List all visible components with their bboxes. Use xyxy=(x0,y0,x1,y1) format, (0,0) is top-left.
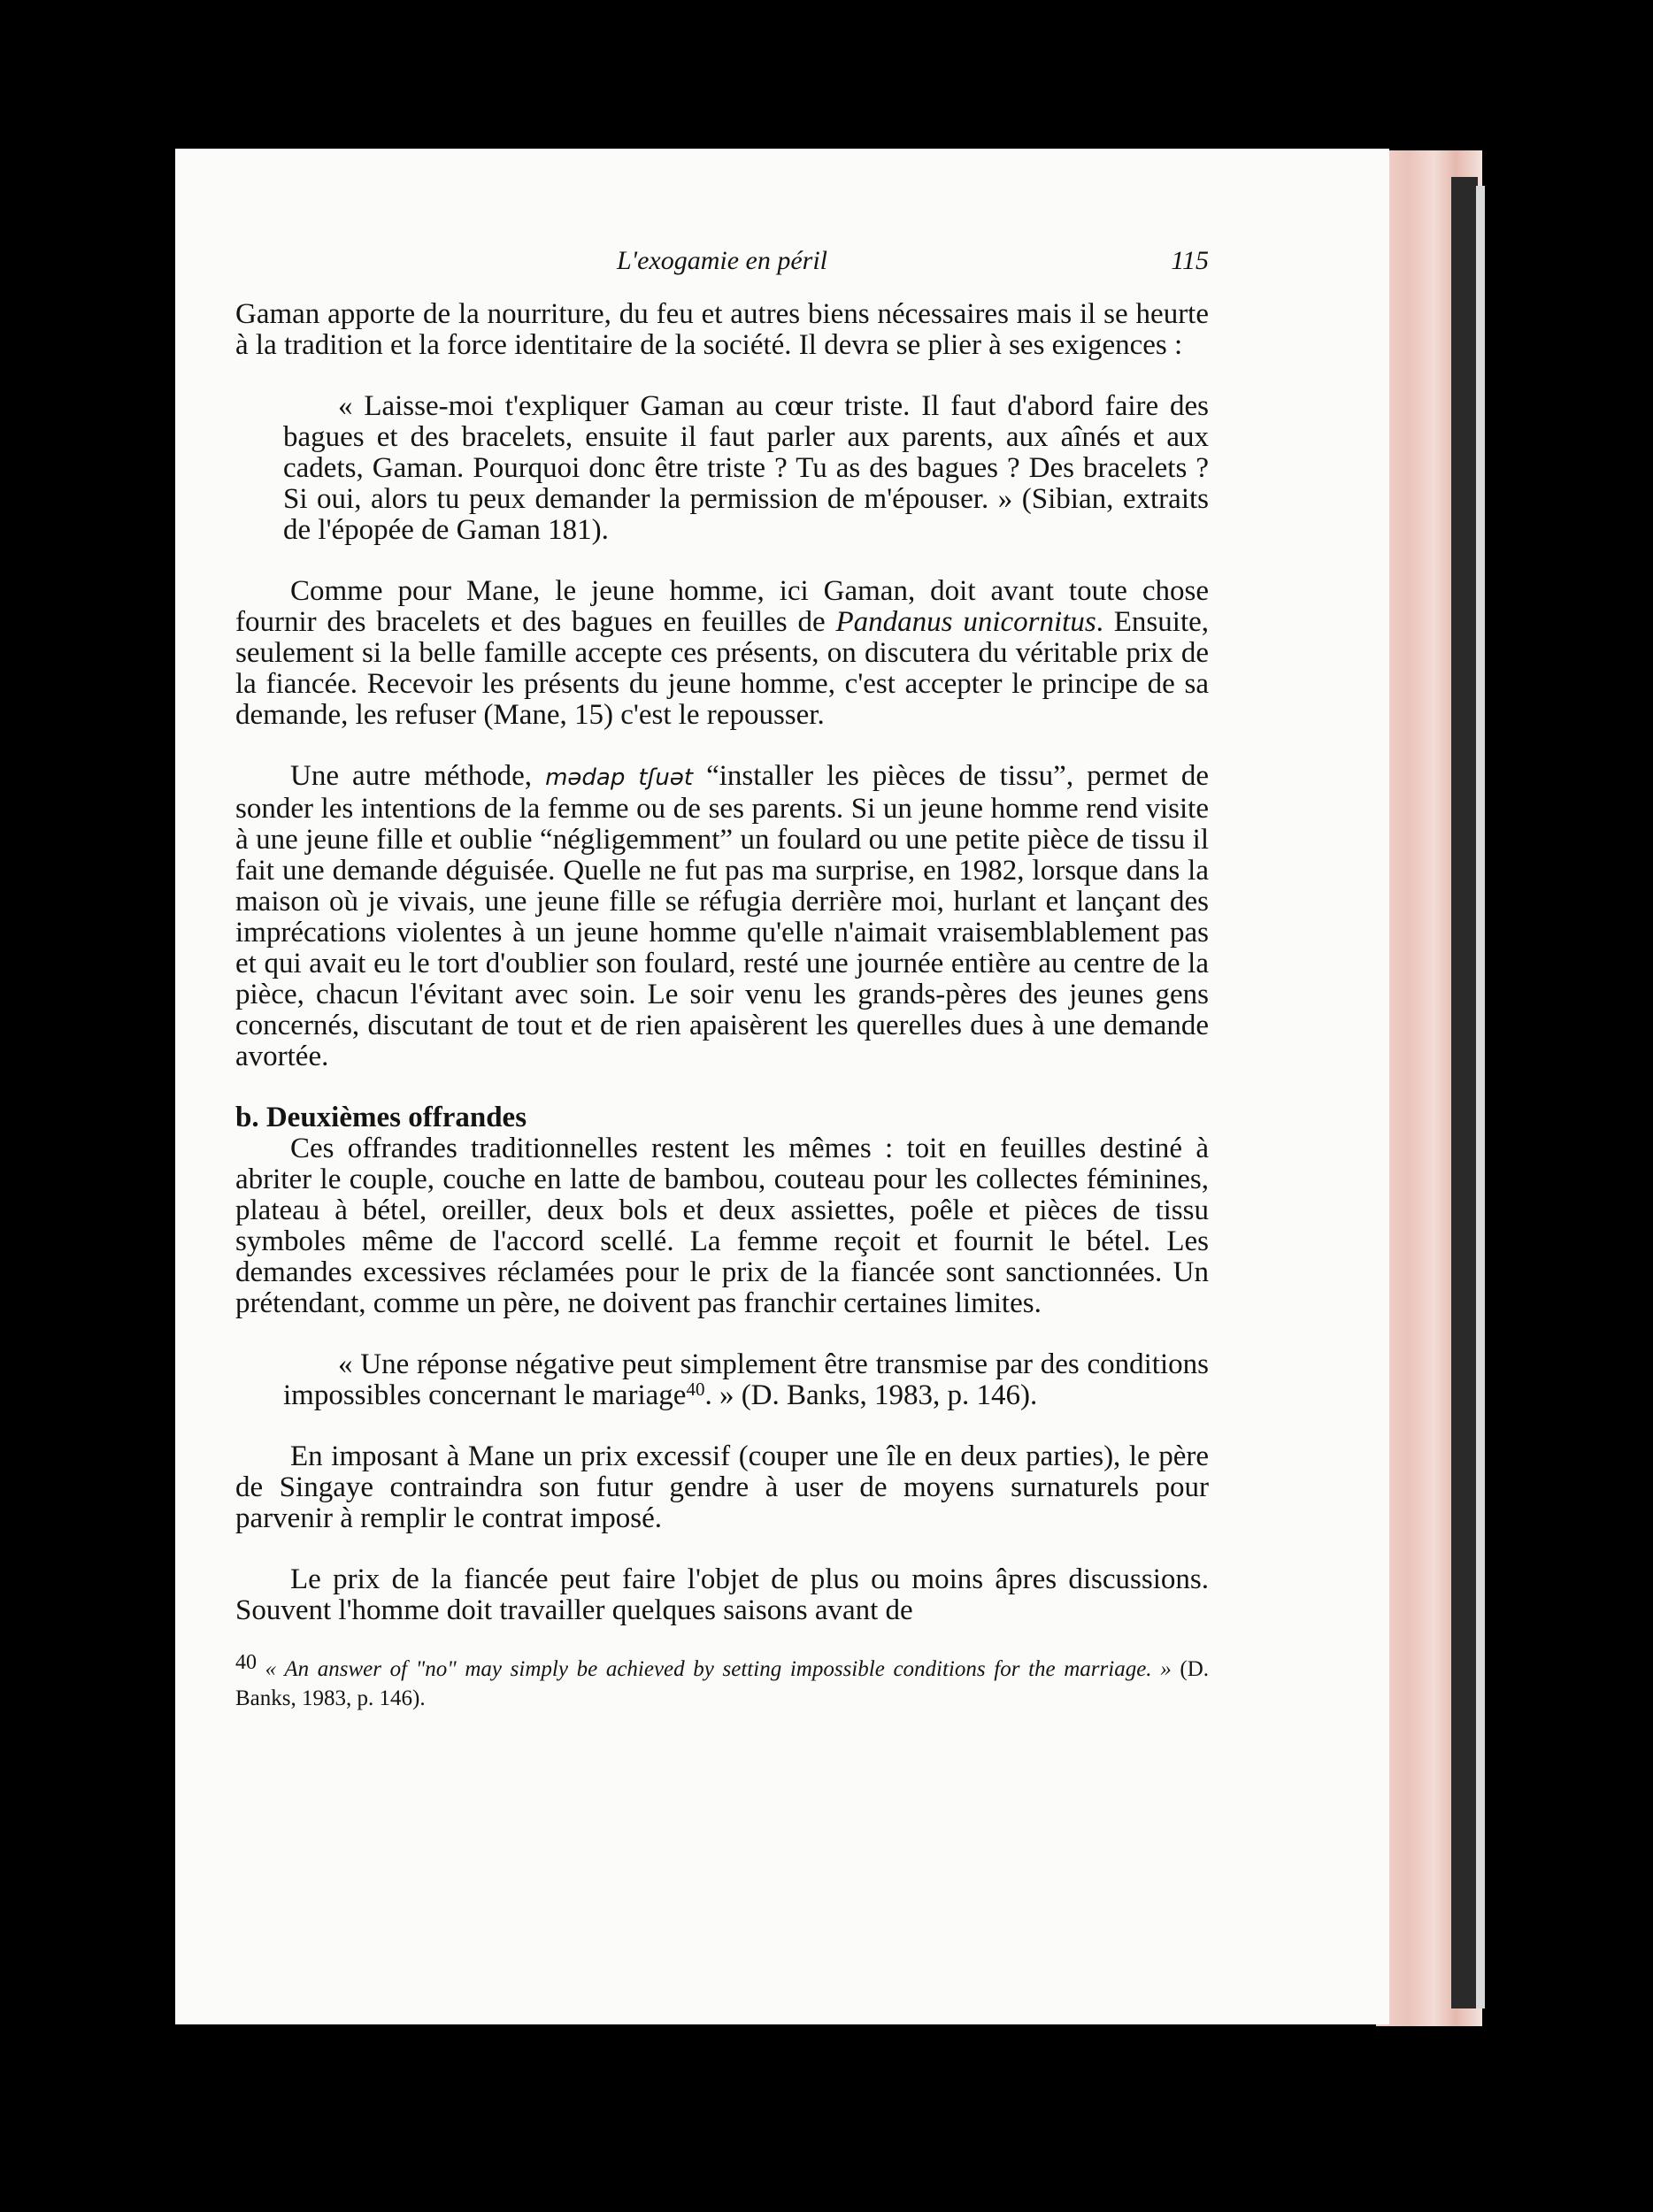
footnote-reference: 40 xyxy=(686,1379,705,1400)
paragraph-2-end: . Ensuite, seulement si la belle famille accepte ces présents, on discutera du véritable prix de la fiancée. Recevoir les présents du jeune homme, c'est accepter le principe de sa demande, les refuser (Mane, 15) c'est le repousser. xyxy=(235,606,1210,731)
paragraph-2-start: Comme pour Mane, le jeune homme, ici Gaman, doit avant toute chose fournir des bracelets et des bagues en feuilles de xyxy=(235,575,1209,638)
paragraph-6: Le prix de la fiancée peut faire l'objet de plus ou moins âpres discussions. Souvent l'homme doit travailler quelques saisons avant de xyxy=(235,1563,1209,1626)
footnote-citation: (D. Banks, 1983, p. 146). xyxy=(235,1657,1209,1710)
block-quote-1 xyxy=(283,391,1209,546)
footnote-quote: « An answer of "no" may simply be achieved by setting impossible conditions for the marriage. » xyxy=(257,1657,1172,1681)
page-edge-highlight xyxy=(1476,186,1485,2008)
section-heading: b. Deuxièmes offrandes xyxy=(235,1102,527,1133)
page-edge-shadow xyxy=(1451,177,1478,2008)
block-quote-2 xyxy=(283,1349,1209,1411)
paragraph-3-end: “installer les pièces de tissu”, permet de sonder les intentions de la femme ou de ses parents. Si un jeune homme rend visite à une jeune fille et oublie “négligemment” un foulard ou une petite pièce de tissu il fait une demande déguisée. Quelle ne fut pas ma surprise, en 1982, lorsque dans la maison où je vivais, une jeune fille se réfugia derrière moi, hurlant et lançant des imprécations violentes à un jeune homme qu'elle n'aimait vraisemblablement pas et qui avait eu le tort d'oublier son foulard, resté une journée entière au centre de la pièce, chacun l'évitant avec soin. Le soir venu les grands-pères des jeunes gens concernés, discutant de tout et de rien apaisèrent les querelles dues à une demande avortée. xyxy=(235,760,1209,1072)
footnote xyxy=(235,1651,1209,1713)
quote-1-text: « Laisse-moi t'expliquer Gaman au cœur triste. Il faut d'abord faire des bagues et des bracelets, ensuite il faut parler aux parents, aux aînés et aux cadets, Gaman. Pourquoi donc être triste ? Tu as des bagues ? Des bracelets ? Si oui, alors tu peux demander la permission de m'épouser. » (Sibian, extraits de l'épopée de Gaman 181). xyxy=(283,390,1209,546)
running-header xyxy=(235,246,1209,299)
phonetic-term: mədap tʃuət xyxy=(545,764,694,791)
paragraph-4: Ces offrandes traditionnelles restent les mêmes : toit en feuilles destiné à abriter le couple, couche en latte de bambou, couteau pour les collectes féminines, plateau à bétel, oreiller, deux bols et deux assiettes, poêle et pièces de tissu symboles même de l'accord scellé. La femme reçoit et fournit le bétel. Les demandes excessives réclamées pour le prix de la fiancée sont sanctionnées. Un prétendant, comme un père, ne doivent pas franchir certaines limites. xyxy=(235,1133,1209,1319)
quote-2-end: . » (D. Banks, 1983, p. 146). xyxy=(704,1379,1038,1411)
page-number: 115 xyxy=(1171,246,1209,275)
paragraph-3 xyxy=(235,761,1209,1072)
page-content xyxy=(235,246,1209,1713)
quote-2-text xyxy=(283,1349,1209,1411)
paragraph-2 xyxy=(235,576,1209,731)
paragraph-1: Gaman apporte de la nourriture, du feu et autres biens nécessaires mais il se heurte à la tradition et la force identitaire de la société. Il devra se plier à ses exigences : xyxy=(235,298,1209,361)
book-page xyxy=(175,149,1389,2024)
quote-2-start: « Une réponse négative peut simplement être transmise par des conditions impossibles concernant le mariage xyxy=(283,1348,1209,1411)
species-name: Pandanus unicornitus xyxy=(835,606,1096,638)
paragraph-5: En imposant à Mane un prix excessif (couper une île en deux parties), le père de Singaye contraindra son futur gendre à user de moyens surnaturels pour parvenir à remplir le contrat imposé. xyxy=(235,1440,1209,1534)
footnote-number: 40 xyxy=(235,1651,257,1674)
paragraph-3-start: Une autre méthode, xyxy=(290,760,546,792)
running-title: L'exogamie en péril xyxy=(616,246,828,275)
